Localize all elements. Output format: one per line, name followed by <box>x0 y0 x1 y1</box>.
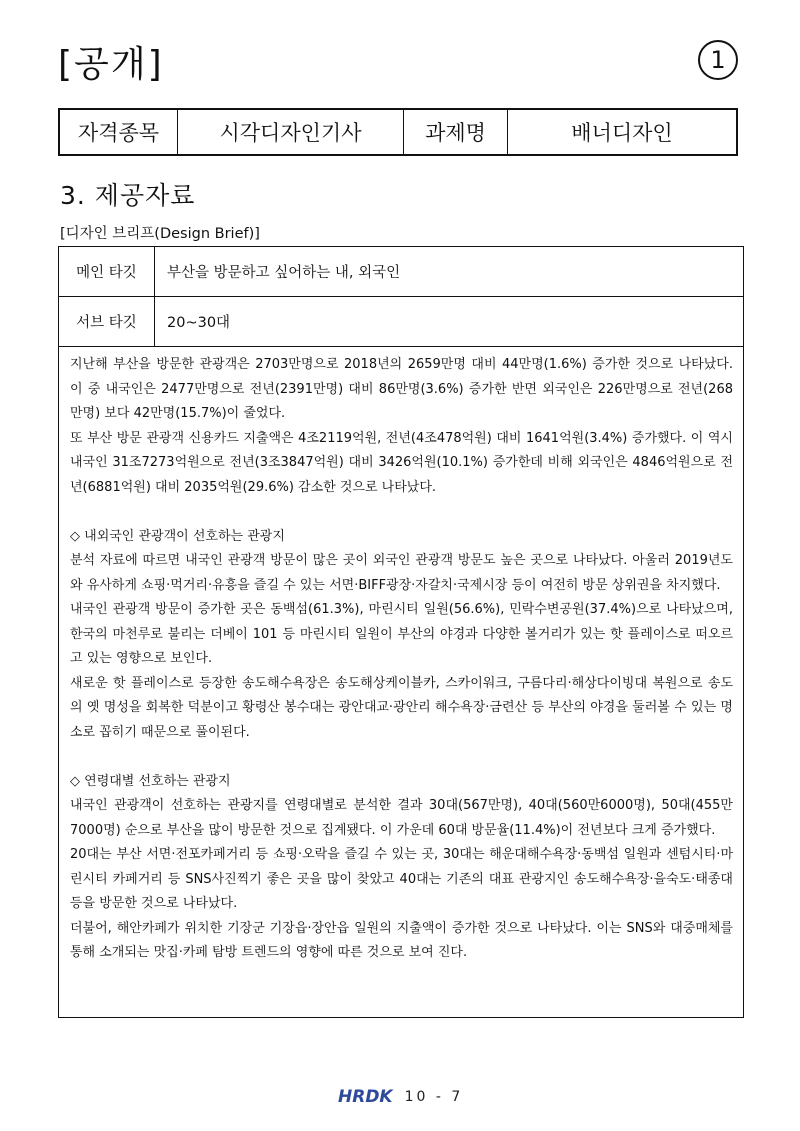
main-target-label: 메인 타깃 <box>59 247 155 296</box>
qualification-value: 시각디자인기사 <box>178 110 404 154</box>
paragraph: 내국인 관광객이 선호하는 관광지를 연령대별로 분석한 결과 30대(567만명), 40대(560만6000명), 50대(455만7000명) 순으로 부산을 많이 방문한 것으로 집계됐다. 이 가운데 60대 방문율(11.4%)이 전년보다 크게 증가했다. <box>70 798 733 838</box>
paragraph: 내국인 관광객 방문이 증가한 곳은 동백섬(61.3%), 마린시티 일원(56.6%), 민락수변공원(37.4%)으로 나타났으며, 한국의 마천루로 불리는 더베이 101 등 마린시티 일원이 부산의 야경과 다양한 볼거리가 있는 핫 플레이스로 떠오르고 있는 영향으로 보인다. <box>70 602 733 666</box>
brief-body <box>59 347 743 966</box>
main-target-value: 부산을 방문하고 싶어하는 내, 외국인 <box>167 265 401 281</box>
brief-label: [디자인 브리프(Design Brief)] <box>60 226 260 242</box>
circle-number-badge <box>698 40 738 80</box>
paragraph: 20대는 부산 서면·전포카페거리 등 쇼핑·오락을 즐길 수 있는 곳, 30대는 해운대해수욕장·동백섬 일원과 센텀시티·마린시티 카페거리 등 SNS사진찍기 좋은 곳을 많이 찾았고 40대는 기존의 대표 관광지인 송도해수욕장·을숙도·태종대 등을 방문한 것으로 나타났다. <box>70 847 733 911</box>
paragraph: 새로운 핫 플레이스로 등장한 송도해수욕장은 송도해상케이블카, 스카이워크, 구름다리·해상다이빙대 복원으로 송도의 옛 명성을 회복한 덕분이고 황령산 봉수대는 광안대교·광안리 해수욕장·금련산 등 부산의 야경을 둘러볼 수 있는 명소로 꼽히기 때문으로 풀이된다. <box>70 675 733 740</box>
task-value: 배너디자인 <box>571 121 673 145</box>
qualification-label: 자격종목 <box>60 110 178 154</box>
paragraph: 더불어, 해안카페가 위치한 기장군 기장읍·장안읍 일원의 지출액이 증가한 것으로 나타났다. 이는 SNS와 대중매체를 통해 소개되는 맛집·카페 탐방 트렌드의 영향에 따른 것으로 보여 진다. <box>70 920 733 960</box>
task-label: 과제명 <box>404 110 508 154</box>
section-title: 3. 제공자료 <box>60 181 196 210</box>
paragraph: 또 부산 방문 관광객 신용카드 지출액은 4조2119억원, 전년(4조478억원) 대비 1641억원(3.4%) 증가했다. 이 역시 내국인 31조7273억원으로 전년(3조3847억원) 대비 3426억원(10.1%) 증가한데 비해 외국인은 4846억원으로 전년(6881억원) 대비 2035억원(29.6%) 감소한 것으로 나타났다. <box>70 430 733 495</box>
sub-target-row <box>59 297 743 347</box>
page-number: 10 - 7 <box>404 1089 464 1105</box>
sub-target-value: 20~30대 <box>167 315 231 331</box>
paragraph: 지난해 부산을 방문한 관광객은 2703만명으로 2018년의 2659만명 대비 44만명(1.6%) 증가한 것으로 나타났다. 이 중 내국인은 2477만명으로 전년(2391만명) 대비 86만명(3.6%) 증가한 반면 외국인은 226만명으로 전년(268만명) 보다 42만명(15.7%)이 줄었다. <box>70 357 733 421</box>
public-label: [공개] <box>58 44 164 85</box>
paragraph: 분석 자료에 따르면 내국인 관광객 방문이 많은 곳이 외국인 관광객 방문도 높은 곳으로 나타났다. 아울러 2019년도와 유사하게 쇼핑·먹거리·유흥을 즐길 수 있는 서면·BIFF광장·자갈치·국제시장 등이 여전히 방문 상위권을 차지했다. <box>70 553 733 593</box>
section-heading: ◇ 내외국인 관광객이 선호하는 관광지 <box>70 528 285 544</box>
design-brief-box <box>58 246 744 1018</box>
sub-target-label: 서브 타깃 <box>59 297 155 346</box>
page-footer <box>338 1085 463 1109</box>
main-target-row <box>59 247 743 297</box>
info-table <box>58 108 738 156</box>
hrdk-logo: HRDK <box>338 1087 393 1107</box>
section-heading: ◇ 연령대별 선호하는 관광지 <box>70 773 231 789</box>
circle-digit: 1 <box>710 46 726 74</box>
